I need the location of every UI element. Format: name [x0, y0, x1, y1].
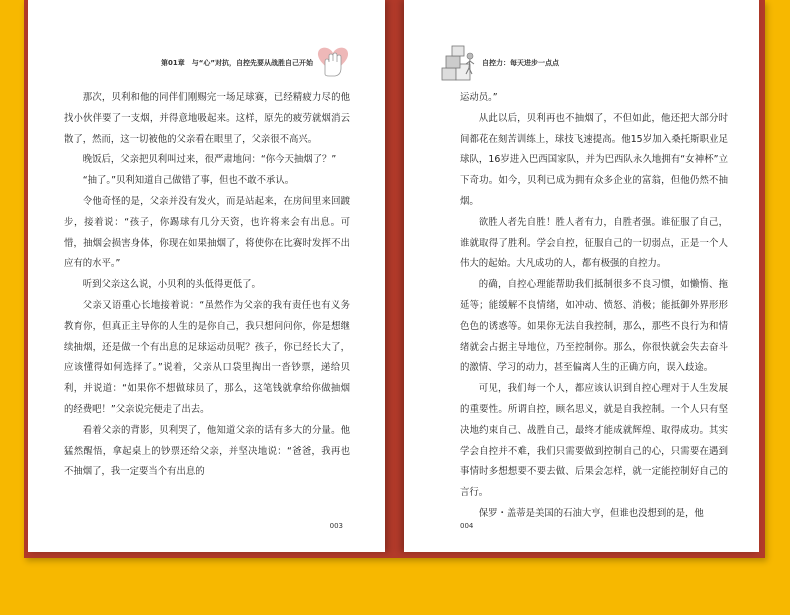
- heart-hand-icon: [311, 44, 357, 78]
- right-running-head: 自控力：每天进步一点点: [482, 59, 559, 67]
- stacked-blocks-icon: [436, 42, 482, 82]
- book-spread: [24, 0, 765, 558]
- paragraph: 可见，我们每一个人，都应该认识到自控心理对于人生发展的重要性。所谓自控，顾名思义，就是自我控制。一个人只有坚决地约束自己、战胜自己，最终才能成就辉煌、取得成功。其实学会自控并不难，我们只需要做到控制自己的心，只需要在遇到事情时多想想要不要去做、后果会怎样，就一定能控制好自己的言行。: [460, 383, 728, 499]
- paragraph: 保罗・盖蒂是美国的石油大亨，但谁也没想到的是，他: [478, 507, 704, 519]
- paragraph: 从此以后，贝利再也不抽烟了，不但如此，他还把大部分时间都花在刻苦训练上，球技飞速提高。他15岁加入桑托斯职业足球队，16岁进入巴西国家队，并为巴西队永久地拥有“女神杯”立下奇功。如今，贝利已成为拥有众多企业的富翁，但他仍然不抽烟。: [460, 112, 728, 207]
- paragraph: 听到父亲这么说，小贝利的头低得更低了。: [82, 279, 261, 291]
- right-page: [404, 0, 759, 552]
- paragraph: 的确，自控心理能帮助我们抵制很多不良习惯，如懒惰、拖延等；能缓解不良情绪，如冲动、愤怒、消极；能抵御外界形形色色的诱惑等。如果你无法自我控制，那么，那些不良行为和情绪就会占据主导地位，乃至控制你。那么，你很快就会失去奋斗的激情、学习的动力，甚至偏离人生的正确方向，误入歧途。: [460, 279, 728, 374]
- left-running-head: 第01章 与“心”对抗，自控先要从战胜自己开始: [161, 59, 313, 67]
- paragraph: 欲胜人者先自胜！胜人者有力，自胜者强。谁征服了自己，谁就取得了胜利。学会自控，征服自己的一切弱点，正是一个人伟大的起始。大凡成功的人，都有极强的自控力。: [460, 216, 728, 270]
- left-page-number: 003: [329, 522, 343, 530]
- paragraph: 父亲又语重心长地接着说：“虽然作为父亲的我有责任也有义务教育你，但真正主导你的人生的是你自己，我只想问问你，你是想继续抽烟，还是做一个有出息的足球运动员呢？孩子，你已经长大了，应该懂得如何选择了。”说着，父亲从口袋里掏出一沓钞票，递给贝利，并说道：“如果你不想做球员了，那么，这笔钱就拿给你做抽烟的经费吧！”父亲说完便走了出去。: [64, 299, 350, 415]
- paragraph: “抽了。”贝利知道自己做错了事，但也不敢不承认。: [82, 175, 295, 187]
- left-body-text: [64, 88, 350, 483]
- paragraph: 晚饭后，父亲把贝利叫过来，很严肃地问：“你今天抽烟了？”: [82, 154, 337, 166]
- left-page: [28, 0, 385, 552]
- paragraph: 令他奇怪的是，父亲并没有发火，而是站起来，在房间里来回踱步，接着说：“孩子，你踢球有几分天资，也许将来会有出息。可惜，抽烟会损害身体，你现在如果抽烟了，将使你在比赛时发挥不出应有的水平。”: [64, 195, 350, 270]
- right-body-text: [460, 88, 728, 525]
- right-page-number: 004: [460, 522, 474, 530]
- paragraph: 运动员。”: [460, 92, 498, 103]
- paragraph: 那次，贝利和他的同伴们刚赐完一场足球赛，已经精疲力尽的他找小伙伴要了一支烟，并得意地吸起来。这样，原先的疲劳就烟消云散了，然而，这一切被他的父亲看在眼里了，父亲很不高兴。: [64, 92, 350, 145]
- paragraph: 看着父亲的背影，贝利哭了，他知道父亲的话有多大的分量。他猛然醒悟，拿起桌上的钞票还给父亲，并坚决地说：“爸爸，我再也不抽烟了，我一定要当个有出息的: [64, 424, 350, 478]
